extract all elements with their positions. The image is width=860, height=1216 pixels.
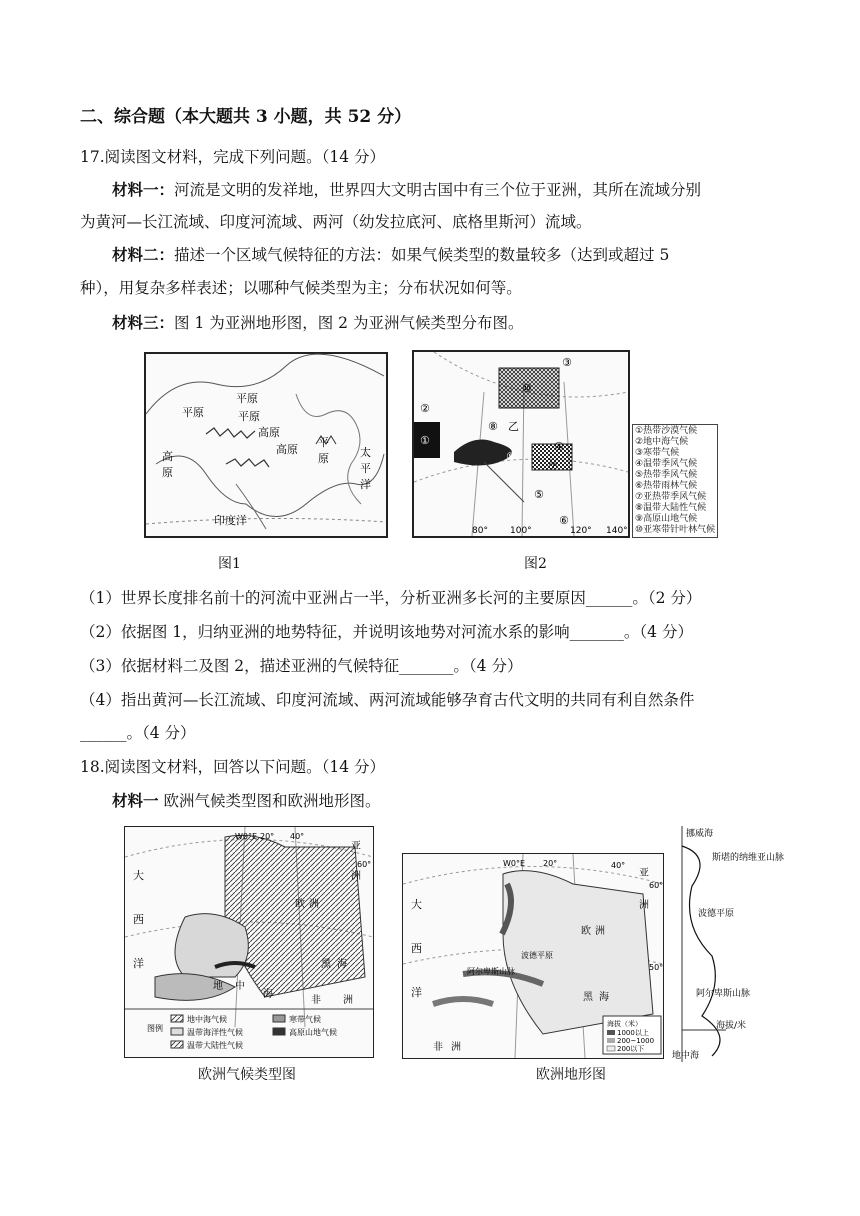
q17-material1-text1: 河流是文明的发祥地，世界四大文明古国中有三个位于亚洲，其所在流域分别 (174, 181, 702, 199)
fig2-legend (632, 424, 718, 538)
fig2-circled-6: ⑥ (559, 514, 569, 527)
ec-legend-title: 图例 (147, 1024, 163, 1033)
fig2-tick-80: 80° (472, 526, 488, 536)
fig1-label-12: 印度洋 (214, 514, 247, 527)
et-label-12: 波德平原 (521, 951, 553, 960)
et-label-4: 洲 (595, 926, 605, 937)
et-label-2: 洋 (411, 986, 422, 999)
europe-terrain-svg (403, 854, 663, 1058)
asia-terrain-map (144, 352, 388, 538)
fig2-legend-item: ④温带季风气候 (635, 459, 698, 469)
fig2-legend-item: ⑩亚寒带针叶林气候 (635, 525, 716, 535)
ec-label-9: 地 (213, 981, 223, 992)
fig2-legend-item: ⑥热带雨林气候 (635, 481, 698, 491)
fig1-label-8: 原 (162, 466, 173, 479)
ec-label-1: 西 (133, 913, 144, 926)
q17-sub4-line2: ______。（4 分） (80, 724, 196, 742)
q18-material1-label: 材料一 (112, 791, 159, 810)
fig2-legend-item: ⑧温带大陆性气候 (635, 503, 707, 513)
asia-terrain-svg (146, 354, 386, 536)
q18-material1-line (112, 791, 380, 811)
ec-legend-1: 寒带气候 (289, 1015, 321, 1024)
et-legend-title: 海拔（米） (607, 1020, 642, 1028)
fig2-legend-item: ②地中海气候 (635, 437, 689, 447)
profile-label-4: 地中海 (672, 1051, 700, 1061)
fig1-label-10: 平 (360, 462, 371, 475)
profile-label-1: 斯堪的纳维亚山脉 (712, 853, 785, 863)
fig2-circled-10: ⑩ (522, 382, 532, 395)
q17-material2-line2: 种），用复杂多样表述；以哪种气候类型为主；分布状况如何等。 (80, 279, 522, 297)
et-label-5: 亚 (639, 868, 649, 879)
q17-material2-line1 (112, 245, 669, 265)
profile-label-0: 挪威海 (686, 829, 714, 839)
q17-material1-line1 (112, 180, 701, 200)
fig1-label-6: 原 (318, 452, 329, 465)
asia-climate-map (412, 350, 630, 538)
et-label-11: 阿尔卑斯山脉 (467, 967, 515, 976)
fig2-extra-label: 乙 (508, 420, 519, 433)
europe-elevation-profile (666, 826, 785, 1062)
fig1-label-5: 平 (318, 436, 329, 449)
et-label-7: 黑 (583, 992, 593, 1003)
q17-sub4-line1: （4）指出黄河—长江流域、印度河流域、两河流域能够孕育古代文明的共同有利自然条件 (80, 691, 695, 709)
q17-material1-label: 材料一： (112, 180, 175, 199)
ec-tick-2: 40° (290, 832, 305, 841)
et-tick-0: W0°E (503, 859, 526, 868)
q17-material2-text1: 描述一个区域气候特征的方法：如果气候类型的数量较多（达到或超过 5 (174, 246, 670, 264)
q18-material1-text: 欧洲气候类型图和欧洲地形图。 (163, 792, 381, 810)
fig2-legend-item: ⑦亚热带季风气候 (635, 492, 707, 502)
q17-material3-text: 图 1 为亚洲地形图，图 2 为亚洲气候类型分布图。 (174, 314, 524, 332)
fig2-legend-item: ⑨高原山地气候 (635, 514, 698, 524)
profile-svg (666, 826, 785, 1062)
profile-label-5: 海拔/米 (716, 1021, 747, 1031)
ec-label-0: 大 (133, 869, 144, 882)
et-label-6: 洲 (639, 900, 649, 911)
ec-tick-3: 60° (357, 860, 372, 869)
europe-terrain-map (402, 853, 664, 1059)
q17-sub3: （3）依据材料二及图 2，描述亚洲的气候特征_______。（4 分） (80, 657, 523, 675)
fig2-tick-120: 120° (570, 526, 592, 536)
ec-label-7: 黑 (321, 959, 331, 970)
fig2-circled-5: ⑤ (534, 488, 544, 501)
fig1-label-9: 太 (360, 446, 371, 459)
q17-material1-line2: 为黄河—长江流域、印度河流域、两河（幼发拉底河、底格里斯河）流域。 (80, 213, 592, 231)
ec-label-5: 亚 (351, 841, 361, 852)
q17-stem: 17.阅读图文材料，完成下列问题。（14 分） (80, 148, 386, 166)
ec-tick-0: W0°E (235, 832, 258, 841)
profile-label-3: 阿尔卑斯山脉 (696, 989, 751, 999)
fig2-tick-100: 100° (510, 526, 532, 536)
q17-sub1: （1）世界长度排名前十的河流中亚洲占一半，分析亚洲多长河的主要原因______。（2 分） (80, 589, 702, 607)
ec-legend-2: 温带海洋性气候 (187, 1028, 243, 1037)
fig2-legend-item: ③寒带气候 (635, 448, 680, 458)
europe-climate-map (124, 826, 374, 1058)
et-label-8: 海 (599, 992, 609, 1003)
fig1-label-2: 高原 (258, 426, 280, 439)
europe-climate-svg (125, 827, 373, 1057)
ec-label-8: 海 (337, 959, 347, 970)
et-label-1: 西 (411, 942, 422, 955)
q17-sub2: （2）依据图 1，归纳亚洲的地势特征，并说明该地势对河流水系的影响_______。（4 分） (80, 623, 693, 641)
ec-label-3: 欧 (295, 899, 305, 910)
et-label-10: 洲 (451, 1042, 461, 1053)
fig2-circled-3: ③ (562, 356, 572, 369)
fig2-tick-140: 140° (606, 526, 628, 536)
ec-label-4: 洲 (309, 899, 319, 910)
ec-label-13: 洲 (343, 995, 353, 1006)
fig2-legend-item: ⑤热带季风气候 (635, 470, 698, 480)
section-title: 二、综合题（本大题共 3 小题，共 52 分） (80, 107, 412, 127)
fig2-circled-1: ① (420, 434, 430, 447)
q17-material3-label: 材料三： (112, 313, 175, 332)
fig2-circled-7: ⑦ (548, 460, 558, 473)
q17-material3-line (112, 313, 523, 333)
ec-label-2: 洋 (133, 957, 144, 970)
fig1-label-3: 高原 (276, 443, 298, 456)
et-legend-0: 1000以上 (617, 1029, 649, 1037)
ec-label-6: 洲 (351, 871, 361, 882)
ec-label-10: 中 (235, 981, 245, 992)
et-tick-3: 60° (649, 881, 664, 890)
fig1-caption: 图1 (218, 556, 241, 572)
ec-tick-1: 20° (260, 832, 275, 841)
fig1-label-0: 平原 (182, 406, 204, 419)
fig1-label-1: 平原 (236, 392, 258, 405)
fig2-circled-4: ④ (554, 440, 564, 453)
et-legend-1: 200~1000 (617, 1037, 655, 1045)
q17-material2-label: 材料二： (112, 245, 175, 264)
q18-stem: 18.阅读图文材料，回答以下问题。（14 分） (80, 758, 386, 776)
fig2-circled-8: ⑧ (488, 420, 498, 433)
fig1-label-7: 高 (162, 450, 173, 463)
et-label-9: 非 (433, 1042, 443, 1053)
fig2-legend-item: ①热带沙漠气候 (635, 426, 698, 436)
ec-legend-4: 温带大陆性气候 (187, 1041, 243, 1050)
ec-label-12: 非 (311, 995, 321, 1006)
asia-climate-svg (414, 352, 628, 536)
et-tick-1: 20° (543, 859, 558, 868)
fig2-caption: 图2 (524, 556, 547, 572)
profile-label-2: 波德平原 (698, 909, 735, 919)
et-tick-4: 50° (649, 963, 664, 972)
fig1-label-4: 平原 (238, 410, 260, 423)
ec-legend-0: 地中海气候 (187, 1015, 227, 1024)
europe-terrain-caption: 欧洲地形图 (536, 1067, 606, 1083)
et-tick-2: 40° (611, 861, 626, 870)
ec-legend-3: 高原山地气候 (289, 1028, 337, 1037)
europe-climate-caption: 欧洲气候类型图 (198, 1067, 296, 1083)
ec-label-11: 海 (263, 989, 273, 1000)
fig1-label-11: 洋 (360, 478, 371, 491)
et-legend-2: 200以下 (617, 1045, 645, 1053)
fig2-circled-9: ⑨ (506, 450, 516, 463)
et-label-0: 大 (411, 898, 422, 911)
fig2-circled-2: ② (420, 402, 430, 415)
et-label-3: 欧 (581, 926, 591, 937)
